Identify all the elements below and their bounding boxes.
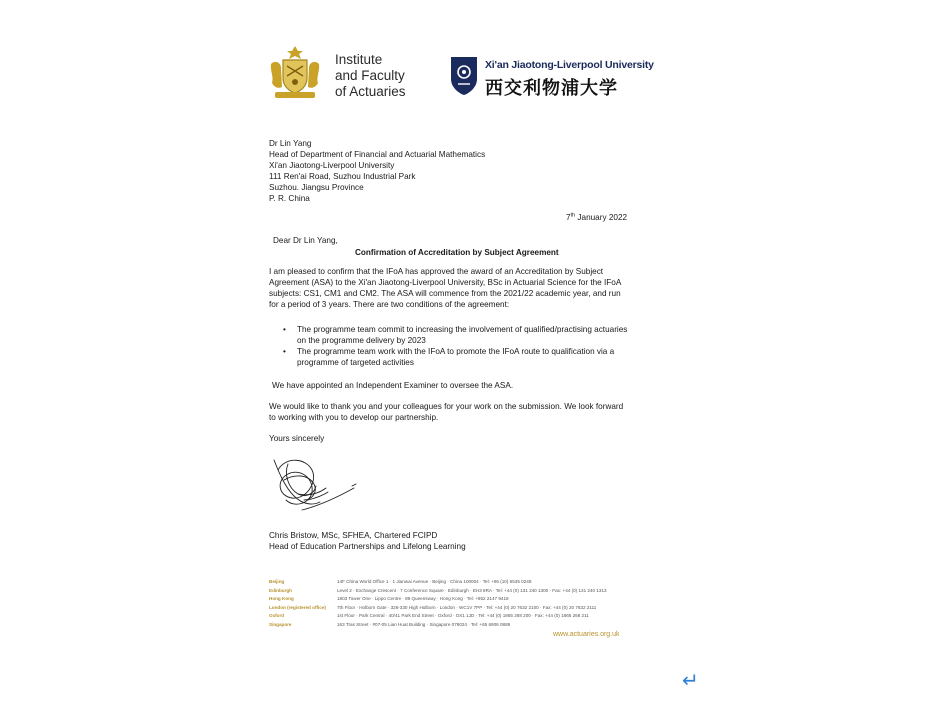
paragraph: We would like to thank you and your colleagues for your work on the submission. We look forward to working with you to develop our partnership. xyxy=(269,402,624,422)
footer-office-row xyxy=(269,587,629,596)
footer-office-row xyxy=(269,604,629,613)
footer-office-row xyxy=(269,595,629,604)
footer-detail: 163 Tras Street · #07-05 Lian Huat Building · Singapore 079024 · Tel: +65 6906 0889 xyxy=(337,621,511,627)
footer-office-row xyxy=(269,612,629,621)
bullet-icon: • xyxy=(283,347,286,356)
signer-title: Head of Education Partnerships and Lifelong Learning xyxy=(269,542,466,551)
footer-city: Hong Kong xyxy=(269,596,294,601)
footer-office-row xyxy=(269,621,629,630)
signer-block xyxy=(269,530,466,552)
footer-city: Oxford xyxy=(269,613,285,618)
conditions-list xyxy=(283,324,628,368)
paragraph: We have appointed an Independent Examiner to oversee the ASA. xyxy=(272,381,514,390)
xjtlu-name-cn: 西交利物浦大学 xyxy=(485,78,618,99)
footer-detail: 1st Floor · Park Central · 40/41 Park End Street · Oxford · OX1 1JD · Tel: +44 (0) 1865 268 200 · Fax: +44 (0) 1865 268 211 xyxy=(337,613,589,618)
date-suffix: th xyxy=(570,212,576,219)
address-line: Dr Lin Yang xyxy=(269,139,312,148)
ifoa-logo xyxy=(265,42,425,104)
address-line: Head of Department of Financial and Actuarial Mathematics xyxy=(269,150,486,159)
xjtlu-shield-icon xyxy=(450,56,478,96)
paragraph: I am pleased to confirm that the IFoA has approved the award of an Accreditation by Subject Agreement (ASA) to the Xi'an Jiaotong-Liverpool University, BSc in Actuarial Science for the IFoA subjects: CS1, CM1 and CM2. The ASA will commence from the 2021/22 academic year, and run for a period of 3 years. There are two conditions of the agreement: xyxy=(269,267,621,309)
footer-detail: 14F China World Office 1 · 1 Jianwai Avenue · Beijing · China 100004 · Tel: +86 (10) 6535 0248 xyxy=(337,579,532,584)
list-item xyxy=(283,324,628,346)
closing: Yours sincerely xyxy=(269,434,325,443)
footer-city: Beijing xyxy=(269,579,285,584)
xjtlu-name-en: Xi'an Jiaotong-Liverpool University xyxy=(485,59,654,71)
recipient-address xyxy=(269,138,485,204)
list-item-text: The programme team work with the IFoA to promote the IFoA route to qualification via a programme of targeted activities xyxy=(297,347,615,367)
footer-city: Edinburgh xyxy=(269,587,292,593)
footer-offices xyxy=(269,578,629,629)
footer-office-row xyxy=(269,578,629,587)
footer-detail: 1803 Tower One · Lippo Centre · 89 Queensway · Hong Kong · Tel: +852 2147 9418 xyxy=(337,596,509,601)
footer-detail: Level 2 · Exchange Crescent · 7 Conference Square · Edinburgh · EH3 8RA · Tel: +44 (0) 131 240 1300 · Fax: +44 (0) 131 240 1313 xyxy=(337,587,607,593)
list-item xyxy=(283,346,628,368)
ifoa-name: Institute and Faculty of Actuaries xyxy=(335,52,406,99)
salutation: Dear Dr Lin Yang, xyxy=(273,236,338,245)
xjtlu-logo xyxy=(450,56,654,102)
letter-subject: Confirmation of Accreditation by Subject Agreement xyxy=(355,248,559,257)
address-line: 111 Ren'ai Road, Suzhou Industrial Park xyxy=(269,172,416,181)
date-day: 7 xyxy=(566,213,571,222)
signature-image xyxy=(268,450,358,522)
date-rest: January 2022 xyxy=(575,213,628,222)
ifoa-crest-icon xyxy=(265,42,325,102)
return-arrow-icon[interactable]: ↵ xyxy=(682,670,699,692)
letter-date xyxy=(566,213,627,222)
footer-url[interactable]: www.actuaries.org.uk xyxy=(553,631,620,638)
footer-detail: 7th Floor · Holborn Gate · 326-330 High Holborn · London · WC1V 7PP · Tel: +44 (0) 20 7632 2100 · Fax: +44 (0) 20 7632 2111 xyxy=(337,604,597,610)
address-line: Suzhou. Jiangsu Province xyxy=(269,183,364,192)
signer-name: Chris Bristow, MSc, SFHEA, Chartered FCIPD xyxy=(269,531,438,540)
bullet-icon: • xyxy=(283,325,286,334)
list-item-text: The programme team commit to increasing the involvement of qualified/practising actuaries on the programme delivery by 2023 xyxy=(297,325,628,345)
address-line: P. R. China xyxy=(269,194,310,203)
address-line: Xi'an Jiaotong-Liverpool University xyxy=(269,161,395,170)
footer-city: Singapore xyxy=(269,621,292,627)
footer-city: London (registered office) xyxy=(269,604,326,610)
